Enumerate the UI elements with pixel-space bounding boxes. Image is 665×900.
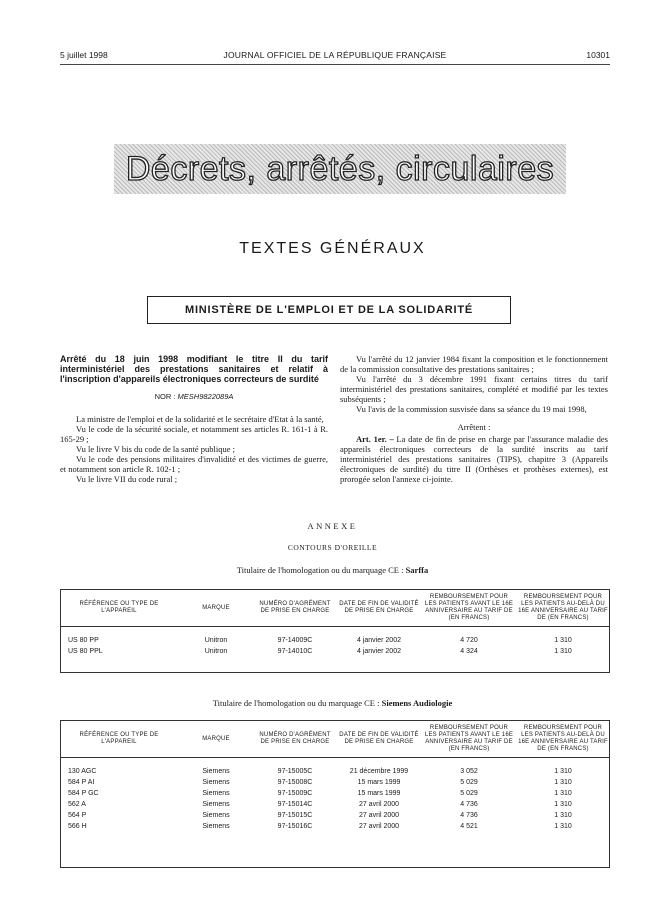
visa-paragraph: Vu le livre VII du code rural ;	[76, 474, 178, 484]
column-header-remb-apres-16: REMBOURSEMENT POUR LES PATIENTS AU-DELÀ DU 16E ANNIVERSAIRE AU TARIF DE (EN FRANCS)	[516, 721, 610, 758]
table-row	[60, 821, 610, 832]
holder-line-1	[0, 565, 665, 575]
table-row	[60, 799, 610, 810]
column-header-remb-avant-16: REMBOURSEMENT POUR LES PATIENTS AVANT LE 16E ANNIVERSAIRE AU TARIF DE (EN FRANCS)	[422, 721, 516, 758]
holder-name-1: Sarffa	[405, 565, 429, 575]
cell-date-fin: 15 mars 1999	[357, 790, 401, 797]
cell-numero: 97-14009C	[277, 637, 313, 644]
cell-numero: 97-14010C	[277, 648, 313, 655]
cell-remb-avant-16: 4 521	[460, 823, 478, 830]
column-header-reference: RÉFÉRENCE OU TYPE DE L'APPAREIL	[60, 590, 178, 627]
cell-numero: 97-15005C	[277, 768, 313, 775]
cell-marque: Siemens	[202, 779, 230, 786]
column-header-remb-avant-16: REMBOURSEMENT POUR LES PATIENTS AVANT LE 16E ANNIVERSAIRE AU TARIF DE (EN FRANCS)	[422, 590, 516, 627]
cell-date-fin: 15 mars 1999	[357, 779, 401, 786]
cell-remb-avant-16: 4 736	[460, 801, 478, 808]
holder-name-2: Siemens Audiologie	[381, 698, 453, 708]
cell-reference: US 80 PP	[68, 637, 99, 644]
column-header-reference: RÉFÉRENCE OU TYPE DE L'APPAREIL	[60, 721, 178, 758]
cell-reference: 130 AGC	[68, 768, 97, 775]
arrete-title: Arrêté du 18 juin 1998 modifiant le titre II du tarif interministériel des prestations sanitaires et relatif à l'inscription d'appareils électroniques correcteurs de surdité	[60, 354, 328, 384]
nor-code: MESH9822089A	[177, 392, 234, 401]
cell-date-fin: 27 avril 2000	[358, 812, 400, 819]
cell-numero: 97-15009C	[277, 790, 313, 797]
header-journal: JOURNAL OFFICIEL DE LA RÉPUBLIQUE FRANÇAISE	[223, 50, 447, 60]
cell-remb-apres-16: 1 310	[554, 768, 572, 775]
column-header-date-fin: DATE DE FIN DE VALIDITÉ DE PRISE EN CHARGE	[336, 721, 422, 758]
cell-date-fin: 4 janvier 2002	[357, 637, 401, 644]
visa-paragraph: Vu le livre V bis du code de la santé publique ;	[76, 444, 235, 454]
cell-numero: 97-15016C	[277, 823, 313, 830]
cell-remb-avant-16: 3 052	[460, 768, 478, 775]
column-header-numero: NUMÉRO D'AGRÉMENT DE PRISE EN CHARGE	[254, 721, 336, 758]
cell-marque: Siemens	[202, 812, 230, 819]
cell-remb-avant-16: 4 324	[460, 648, 478, 655]
annex-table-siemens	[60, 721, 610, 832]
cell-marque: Siemens	[202, 790, 230, 797]
cell-remb-apres-16: 1 310	[554, 823, 572, 830]
arretent-line: Arrêtent :	[457, 422, 491, 432]
cell-date-fin: 27 avril 2000	[358, 801, 400, 808]
right-column	[340, 354, 608, 484]
visa-paragraph: Vu l'arrêté du 3 décembre 1991 fixant certains titres du tarif interministériel des prestations sanitaires, complété et modifié par les textes subséquents ;	[340, 374, 608, 404]
section-title: TEXTES GÉNÉRAUX	[239, 240, 426, 257]
table-row	[60, 810, 610, 821]
article-1	[340, 434, 608, 484]
column-header-date-fin: DATE DE FIN DE VALIDITÉ DE PRISE EN CHARGE	[336, 590, 422, 627]
cell-remb-apres-16: 1 310	[554, 779, 572, 786]
banner-title: Décrets, arrêtés, circulaires	[125, 149, 555, 188]
cell-numero: 97-15014C	[277, 801, 313, 808]
section-banner	[114, 144, 566, 194]
cell-date-fin: 4 janvier 2002	[357, 648, 401, 655]
table-row	[60, 635, 610, 646]
nor-label: NOR :	[154, 392, 176, 401]
cell-reference: 584 P AI	[68, 779, 95, 786]
cell-reference: 562 A	[68, 801, 86, 808]
cell-numero: 97-15008C	[277, 779, 313, 786]
table-row	[60, 766, 610, 777]
article-1-text: La date de fin de prise en charge par l'assurance maladie des appareils électroniques correcteurs de la surdité inscrits au tarif interministériel des prestations sanitaires (TIPS), chapitre 3 (Appareils électroniques de surdité) du titre II (Orthèses et prothèses externes), est prorogée selon l'annexe ci-jointe.	[340, 434, 608, 484]
holder-label-2: Titulaire de l'homologation ou du marquage CE :	[212, 698, 380, 708]
ministry-heading	[147, 296, 511, 324]
column-header-remb-apres-16: REMBOURSEMENT POUR LES PATIENTS AU-DELÀ DU 16E ANNIVERSAIRE AU TARIF DE (EN FRANCS)	[516, 590, 610, 627]
article-1-label: Art. 1er. –	[356, 434, 394, 444]
annex-subtitle: CONTOURS D'OREILLE	[287, 543, 378, 552]
cell-reference: 584 P GC	[68, 790, 99, 797]
cell-remb-avant-16: 4 736	[460, 812, 478, 819]
right-paragraphs	[340, 354, 608, 414]
ministry-name: MINISTÈRE DE L'EMPLOI ET DE LA SOLIDARITÉ	[184, 304, 474, 316]
column-header-marque: MARQUE	[178, 590, 254, 627]
cell-marque: Unitron	[204, 648, 228, 655]
cell-remb-apres-16: 1 310	[554, 648, 572, 655]
table-row	[60, 777, 610, 788]
holder-line-2	[0, 698, 665, 708]
cell-remb-avant-16: 5 029	[460, 779, 478, 786]
header-date: 5 juillet 1998	[60, 50, 108, 60]
cell-date-fin: 27 avril 2000	[358, 823, 400, 830]
visa-paragraph: La ministre de l'emploi et de la solidarité et le secrétaire d'Etat à la santé,	[76, 414, 324, 424]
cell-marque: Unitron	[204, 637, 228, 644]
annex-table-sarffa	[60, 590, 610, 657]
table-row	[60, 788, 610, 799]
column-header-marque: MARQUE	[178, 721, 254, 758]
visa-paragraph: Vu le code des pensions militaires d'invalidité et des victimes de guerre, et notamment son article R. 102-1 ;	[60, 454, 328, 474]
cell-remb-apres-16: 1 310	[554, 637, 572, 644]
cell-reference: 566 H	[68, 823, 87, 830]
cell-reference: US 80 PPL	[68, 648, 103, 655]
left-column	[60, 354, 328, 484]
holder-label-1: Titulaire de l'homologation ou du marquage CE :	[236, 565, 404, 575]
cell-reference: 564 P	[68, 812, 87, 819]
annex-title: ANNEXE	[307, 521, 358, 531]
visa-paragraph: Vu l'avis de la commission susvisée dans sa séance du 19 mai 1998,	[356, 404, 587, 414]
cell-remb-apres-16: 1 310	[554, 812, 572, 819]
column-header-numero: NUMÉRO D'AGRÉMENT DE PRISE EN CHARGE	[254, 590, 336, 627]
header-page-number: 10301	[586, 50, 610, 60]
cell-marque: Siemens	[202, 801, 230, 808]
visa-paragraph: Vu le code de la sécurité sociale, et notamment ses articles R. 161-1 à R. 165-29 ;	[60, 424, 328, 444]
nor-line	[60, 392, 328, 402]
cell-remb-avant-16: 4 720	[460, 637, 478, 644]
table-row	[60, 646, 610, 657]
page-header	[60, 50, 610, 65]
cell-remb-apres-16: 1 310	[554, 801, 572, 808]
left-paragraphs	[60, 414, 328, 484]
cell-marque: Siemens	[202, 768, 230, 775]
cell-remb-apres-16: 1 310	[554, 790, 572, 797]
visa-paragraph: Vu l'arrêté du 12 janvier 1984 fixant la composition et le fonctionnement de la commission consultative des prestations sanitaires ;	[340, 354, 608, 374]
cell-marque: Siemens	[202, 823, 230, 830]
cell-date-fin: 21 décembre 1999	[349, 768, 409, 775]
cell-numero: 97-15015C	[277, 812, 313, 819]
cell-remb-avant-16: 5 029	[460, 790, 478, 797]
